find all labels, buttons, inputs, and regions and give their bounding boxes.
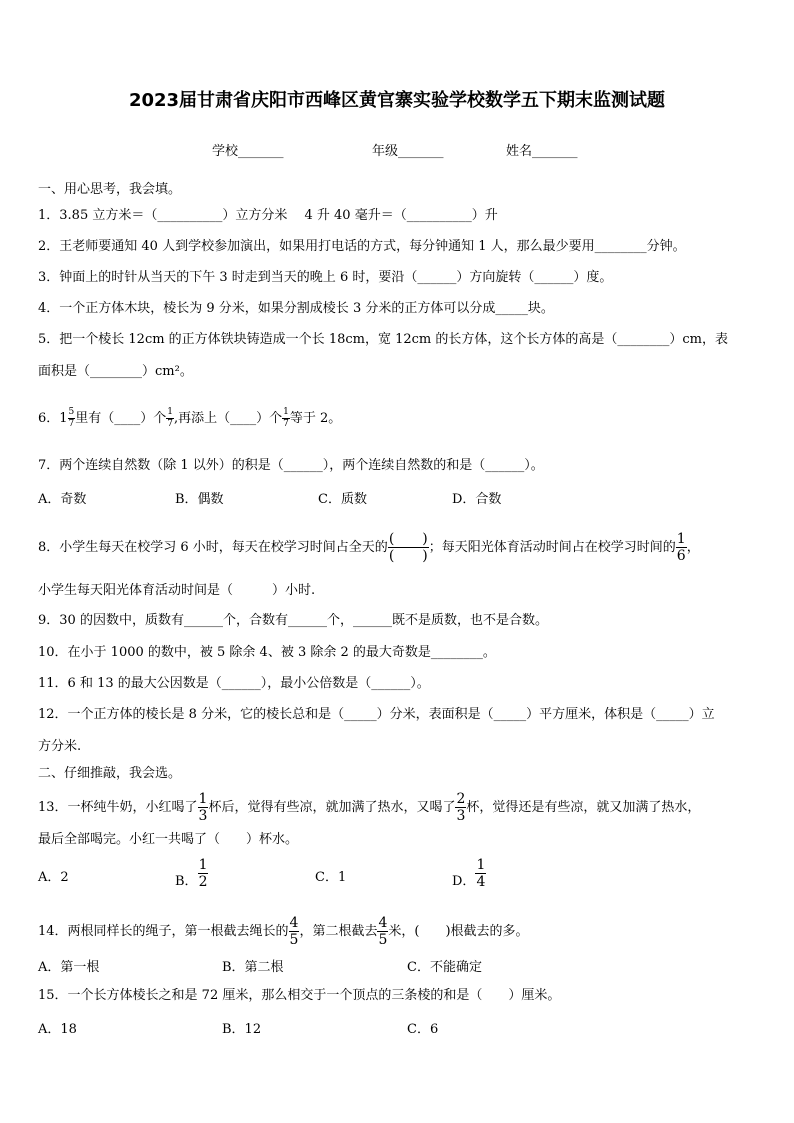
q6-fraction-1: $\frac{5}{7}$ xyxy=(68,407,75,429)
q13-text-1: 13．一杯纯牛奶，小红喝了 xyxy=(38,800,198,815)
question-13-line-2: 最后全部喝完。小红一共喝了（ ）杯水。 xyxy=(38,832,299,847)
section-1-heading: 一、用心思考，我会填。 xyxy=(38,182,182,197)
question-8 xyxy=(38,532,764,563)
q8-fraction: $\frac{1}{6}$ xyxy=(676,531,686,564)
question-1: 1．3.85 立方米＝（__________）立方分米 4 升 40 毫升＝（__________）升 xyxy=(38,208,498,223)
q15-option-c[interactable]: C．6 xyxy=(407,1022,439,1037)
q6-text-1: 6．1 xyxy=(38,411,68,426)
q14-text-1: 14．两根同样长的绳子，第一根截去绳长的 xyxy=(38,924,289,939)
q14-fraction-2: $\frac{4}{5}$ xyxy=(378,915,388,948)
question-4: 4．一个正方体木块，棱长为 9 分米，如果分割成棱长 3 分米的正方体可以分成_____块。 xyxy=(38,301,554,316)
q8-text-2: ；每天阳光体育活动时间占在校学习时间的 xyxy=(428,540,676,555)
question-14 xyxy=(38,916,764,947)
q13-fraction-2: $\frac{2}{3}$ xyxy=(456,791,466,824)
q13-option-a[interactable]: A．2 xyxy=(38,870,69,885)
school-field: 学校_______ xyxy=(212,144,284,159)
q13-fraction-1: $\frac{1}{3}$ xyxy=(198,791,208,824)
section-2-heading: 二、仔细推敲，我会选。 xyxy=(38,766,182,781)
question-5-line-2: 面积是（________）cm²。 xyxy=(38,364,193,379)
question-7: 7．两个连续自然数（除 1 以外）的积是（______），两个连续自然数的和是（______）。 xyxy=(38,458,544,473)
grade-field: 年级_______ xyxy=(372,144,444,159)
q6-text-2: 里有（____）个 xyxy=(75,411,167,426)
q6-fraction-2: $\frac{1}{7}$ xyxy=(167,407,174,429)
q7-option-b[interactable]: B．偶数 xyxy=(175,492,224,507)
q14-text-2: ，第二根截去 xyxy=(299,924,378,939)
question-13 xyxy=(38,792,764,823)
question-3: 3．钟面上的时针从当天的下午 3 时走到当天的晚上 6 时，要沿（______）方向旋转（______）度。 xyxy=(38,270,613,285)
q7-option-c[interactable]: C．质数 xyxy=(318,492,367,507)
question-5-line-1: 5．把一个棱长 12cm 的正方体铁块铸造成一个长 18cm，宽 12cm 的长方体，这个长方体的高是（________）cm，表 xyxy=(38,332,728,347)
question-9: 9．30 的因数中，质数有______个，合数有______个，______既不是质数，也不是合数。 xyxy=(38,613,548,628)
question-12-line-1: 12．一个正方体的棱长是 8 分米，它的棱长总和是（_____）分米，表面积是（_____）平方厘米，体积是（_____）立 xyxy=(38,707,715,722)
question-8-line-2: 小学生每天阳光体育活动时间是（ ）小时. xyxy=(38,583,316,598)
q8-text-3: ， xyxy=(686,540,700,555)
q13-option-d[interactable]: D． $\frac{1}{4}$ xyxy=(452,857,486,890)
q6-fraction-3: $\frac{1}{7}$ xyxy=(283,407,289,429)
question-10: 10．在小于 1000 的数中，被 5 除余 4、被 3 除余 2 的最大奇数是________。 xyxy=(38,645,496,660)
q14-text-3: 米，( )根截去的多。 xyxy=(388,924,529,939)
q14-option-c[interactable]: C．不能确定 xyxy=(407,960,482,975)
q8-blank-fraction: $\frac{( )}{( )}$ xyxy=(388,531,428,564)
name-field: 姓名_______ xyxy=(506,144,578,159)
q13-option-c[interactable]: C．1 xyxy=(315,870,347,885)
q14-option-a[interactable]: A．第一根 xyxy=(38,960,100,975)
q7-option-a[interactable]: A．奇数 xyxy=(38,492,87,507)
q14-fraction-1: $\frac{4}{5}$ xyxy=(289,915,299,948)
q15-option-a[interactable]: A．18 xyxy=(38,1022,77,1037)
page-title: 2023届甘肃省庆阳市西峰区黄官寨实验学校数学五下期末监测试题 xyxy=(128,90,666,111)
q8-text-1: 8．小学生每天在校学习 6 小时，每天在校学习时间占全天的 xyxy=(38,540,388,555)
q13-option-b[interactable]: B． $\frac{1}{2}$ xyxy=(175,857,208,890)
q13-option-b-fraction: $\frac{1}{2}$ xyxy=(198,857,208,890)
question-2: 2．王老师要通知 40 人到学校参加演出，如果用打电话的方式，每分钟通知 1 人，那么最少要用________分钟。 xyxy=(38,239,686,254)
q7-option-d[interactable]: D．合数 xyxy=(452,492,502,507)
q14-option-b[interactable]: B．第二根 xyxy=(222,960,284,975)
q6-text-4: 等于 2。 xyxy=(289,411,342,426)
question-12-line-2: 方分米. xyxy=(38,739,82,754)
question-6 xyxy=(38,408,764,429)
question-15: 15．一个长方体棱长之和是 72 厘米，那么相交于一个顶点的三条棱的和是（ ）厘米。 xyxy=(38,988,561,1003)
q15-option-b[interactable]: B．12 xyxy=(222,1022,262,1037)
q13-text-2: 杯后，觉得有些凉，就加满了热水，又喝了 xyxy=(208,800,456,815)
q13-option-d-fraction: $\frac{1}{4}$ xyxy=(476,857,486,890)
question-11: 11．6 和 13 的最大公因数是（______），最小公倍数是（______）。 xyxy=(38,676,430,691)
q13-text-3: 杯，觉得还是有些凉，就又加满了热水， xyxy=(466,800,701,815)
q6-text-3: ,再添上（____）个 xyxy=(174,411,283,426)
